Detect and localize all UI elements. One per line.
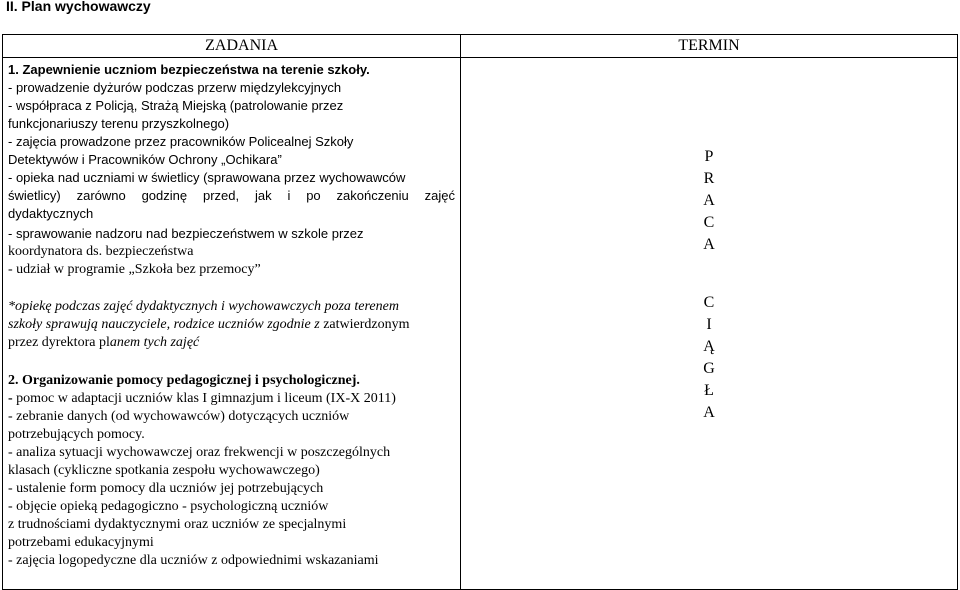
term-letter: Ł bbox=[704, 382, 714, 399]
term-letter: Ą bbox=[703, 338, 715, 355]
note-italic-text: anem tych zajęć bbox=[109, 335, 200, 350]
term-letter: A bbox=[703, 236, 715, 253]
plan-table bbox=[2, 34, 958, 590]
term-letter: R bbox=[703, 170, 715, 187]
term-letter: A bbox=[703, 192, 715, 209]
section1-line: - prowadzenie dyżurów podczas przerw międzylekcyjnych bbox=[8, 80, 342, 95]
term-letter: I bbox=[706, 316, 712, 333]
section2-line: - zajęcia logopedyczne dla uczniów z odpowiednimi wskazaniami bbox=[8, 553, 379, 568]
section1-line: - opieka nad uczniami w świetlicy (sprawowana przez wychowawców bbox=[8, 170, 406, 185]
note-line bbox=[8, 334, 199, 352]
section2-line: potrzebami edukacyjnymi bbox=[8, 535, 154, 550]
section1-line: Detektywów i Pracowników Ochrony „Ochikara” bbox=[8, 152, 282, 167]
section1-title: 1. Zapewnienie uczniom bezpieczeństwa na terenie szkoły. bbox=[8, 62, 370, 77]
note-italic-text: szkoły sprawują nauczyciele, rodzice uczniów zgodnie z bbox=[8, 317, 320, 332]
section2-title: 2. Organizowanie pomocy pedagogicznej i psychologicznej. bbox=[8, 373, 360, 388]
section2-line: z trudnościami dydaktycznymi oraz uczniów ze specjalnymi bbox=[8, 517, 347, 532]
section1-line: - współpraca z Policją, Strażą Miejską (patrolowanie przez bbox=[8, 98, 344, 113]
section2-line: - analiza sytuacji wychowawczej oraz frekwencji w poszczególnych bbox=[8, 445, 391, 460]
section-heading: II. Plan wychowawczy bbox=[6, 0, 151, 14]
section2-line: potrzebujących pomocy. bbox=[8, 427, 145, 442]
term-letter: C bbox=[703, 294, 715, 311]
note-regular-text: zatwierdzonym bbox=[319, 317, 410, 332]
term-letter: G bbox=[703, 360, 715, 377]
section1-line: - zajęcia prowadzone przez pracowników Policealnej Szkoły bbox=[8, 134, 354, 149]
section1-line: koordynatora ds. bezpieczeństwa bbox=[8, 244, 194, 259]
term-cell bbox=[461, 58, 958, 590]
note-regular-text: przez dyrektora pl bbox=[8, 335, 110, 350]
section1-line: funkcjonariuszy terenu przyszkolnego) bbox=[8, 116, 230, 131]
section1-line: świetlicy) zarówno godzinę przed, jak i po zakończeniu zajęć bbox=[8, 188, 455, 203]
section2-line: klasach (cykliczne spotkania zespołu wychowawczego) bbox=[8, 463, 320, 478]
tasks-column-header: ZADANIA bbox=[3, 35, 461, 58]
note-line: *opiekę podczas zajęć dydaktycznych i wychowawczych poza terenem bbox=[8, 299, 399, 314]
section1-line: - sprawowanie nadzoru nad bezpieczeństwem w szkole przez bbox=[8, 226, 364, 241]
section2-line: - zebranie danych (od wychowawców) dotyczących uczniów bbox=[8, 409, 350, 424]
section2-line bbox=[8, 390, 396, 408]
note-line bbox=[8, 316, 410, 334]
section2-line: - objęcie opieką pedagogiczno - psychologiczną uczniów bbox=[8, 499, 329, 514]
section2-line: - ustalenie form pomocy dla uczniów jej potrzebujących bbox=[8, 481, 324, 496]
section1-line: dydaktycznych bbox=[8, 206, 94, 221]
tasks-cell bbox=[3, 58, 461, 590]
section1-line: - udział w programie „Szkoła bez przemocy” bbox=[8, 262, 261, 277]
term-letter: P bbox=[704, 148, 714, 165]
section2-dash: - bbox=[8, 391, 13, 406]
section2-text: pomoc w adaptacji uczniów klas I gimnazjum i liceum (IX-X 2011) bbox=[12, 391, 396, 406]
term-column-header: TERMIN bbox=[461, 35, 958, 58]
term-letter: C bbox=[703, 214, 715, 231]
term-letter: A bbox=[703, 404, 715, 421]
